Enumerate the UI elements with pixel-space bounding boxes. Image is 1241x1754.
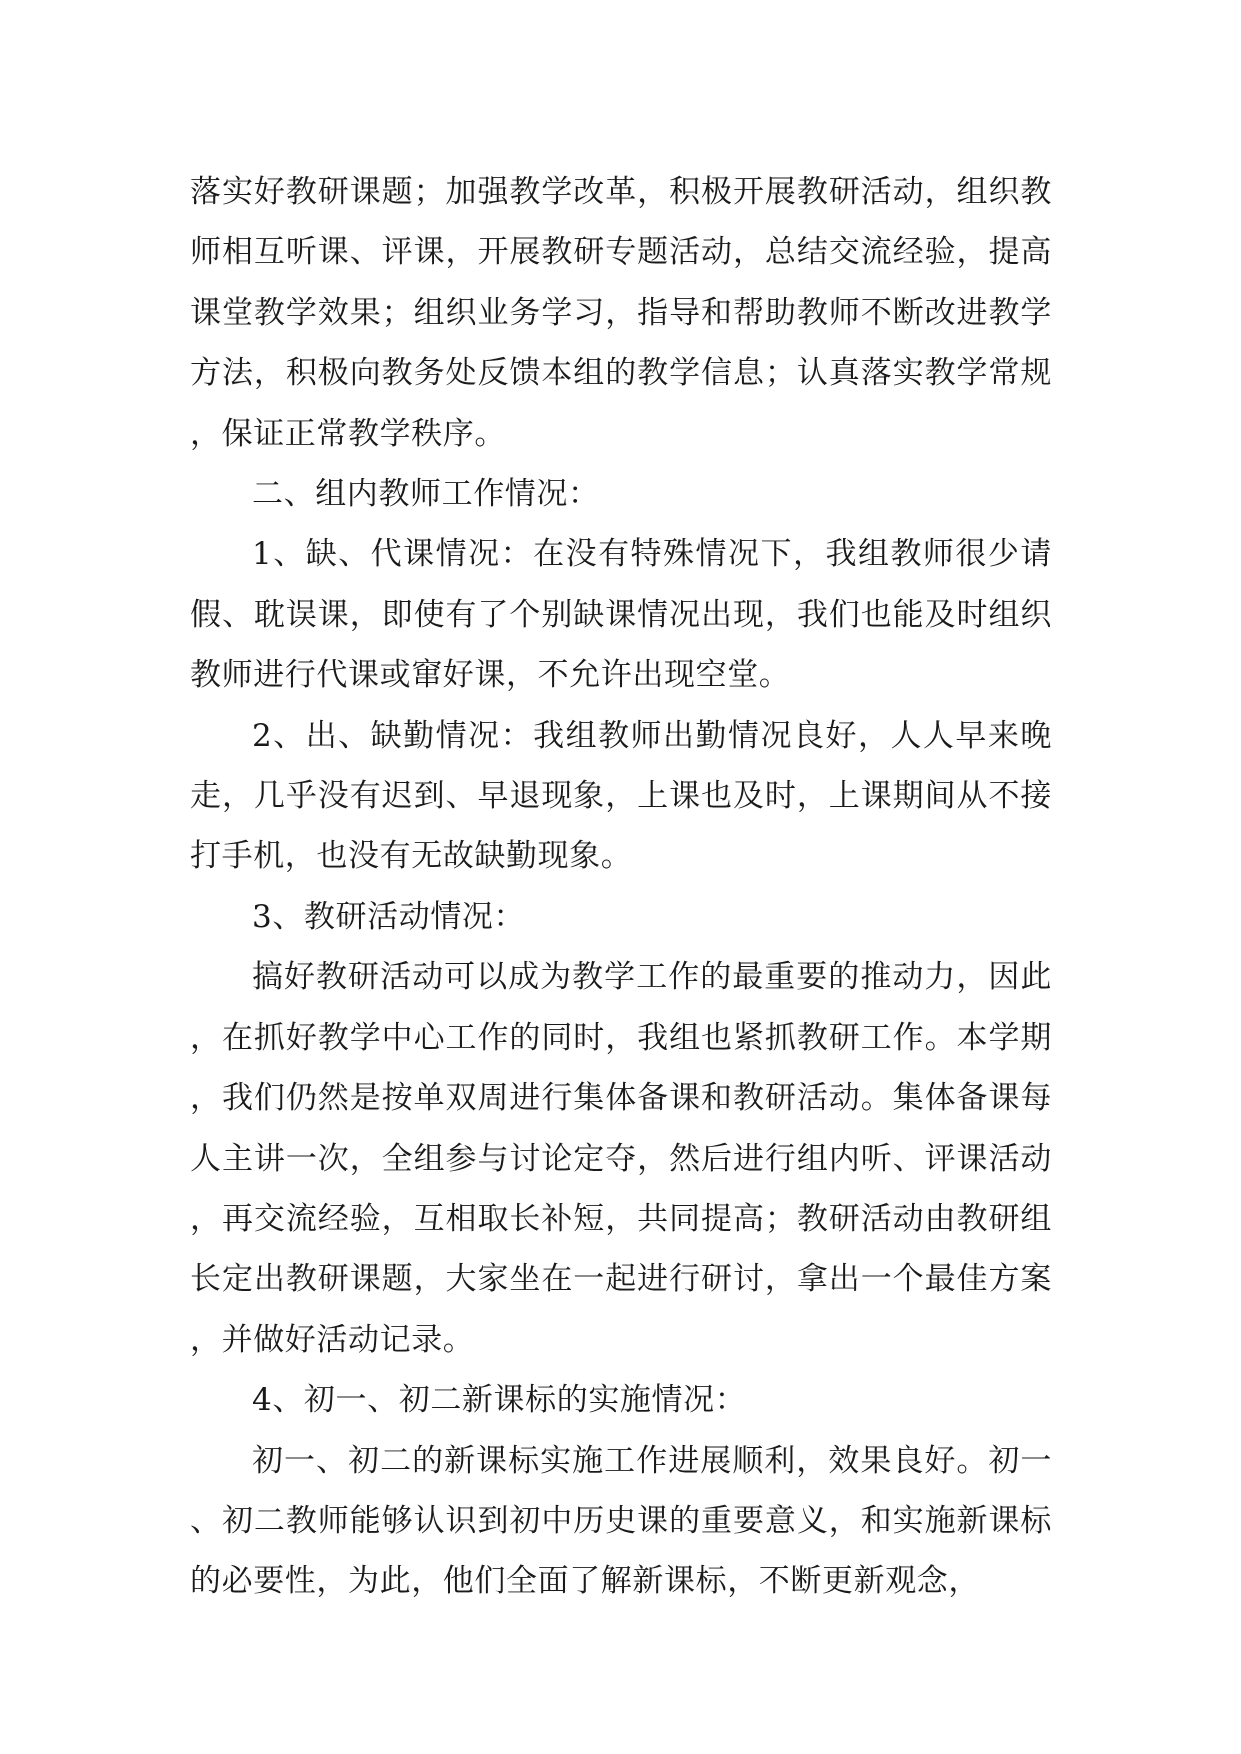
paragraph-continuation: 落实好教研课题；加强教学改革，积极开展教研活动，组织教师相互听课、评课，开展教研专题活动，总结交流经验，提高课堂教学效果；组织业务学习，指导和帮助教师不断改进教学方法，积极向教务处反馈本组的教学信息；认真落实教学常规，保证正常教学秩序。 [190,174,1052,452]
subheading-teaching-research: 3、教研活动情况： [252,898,526,935]
paragraph-teaching-research: 搞好教研活动可以成为教学工作的最重要的推动力，因此，在抓好教学中心工作的同时，我组也紧抓教研工作。本学期，我们仍然是按单双周进行集体备课和教研活动。集体备课每人主讲一次，全组参与讨论定夺，然后进行组内听、评课活动，再交流经验，互相取长补短，共同提高；教研活动由教研组长定出教研课题，大家坐在一起进行研讨，拿出一个最佳方案，并做好活动记录。 [190,959,1052,1358]
paragraph-attendance: 2、出、缺勤情况：我组教师出勤情况良好，人人早来晚走，几乎没有迟到、早退现象，上课也及时，上课期间从不接打手机，也没有无故缺勤现象。 [190,717,1052,875]
section-heading-teacher-work: 二、组内教师工作情况： [252,476,600,513]
document-body [190,162,1052,1612]
subheading-new-curriculum: 4、初一、初二新课标的实施情况： [252,1382,747,1419]
paragraph-absence-substitution: 1、缺、代课情况：在没有特殊情况下，我组教师很少请假、耽误课，即使有了个别缺课情况出现，我们也能及时组织教师进行代课或窜好课，不允许出现空堂。 [190,536,1052,694]
paragraph-new-curriculum: 初一、初二的新课标实施工作进展顺利，效果良好。初一、初二教师能够认识到初中历史课的重要意义，和实施新课标的必要性，为此，他们全面了解新课标，不断更新观念， [190,1442,1052,1600]
